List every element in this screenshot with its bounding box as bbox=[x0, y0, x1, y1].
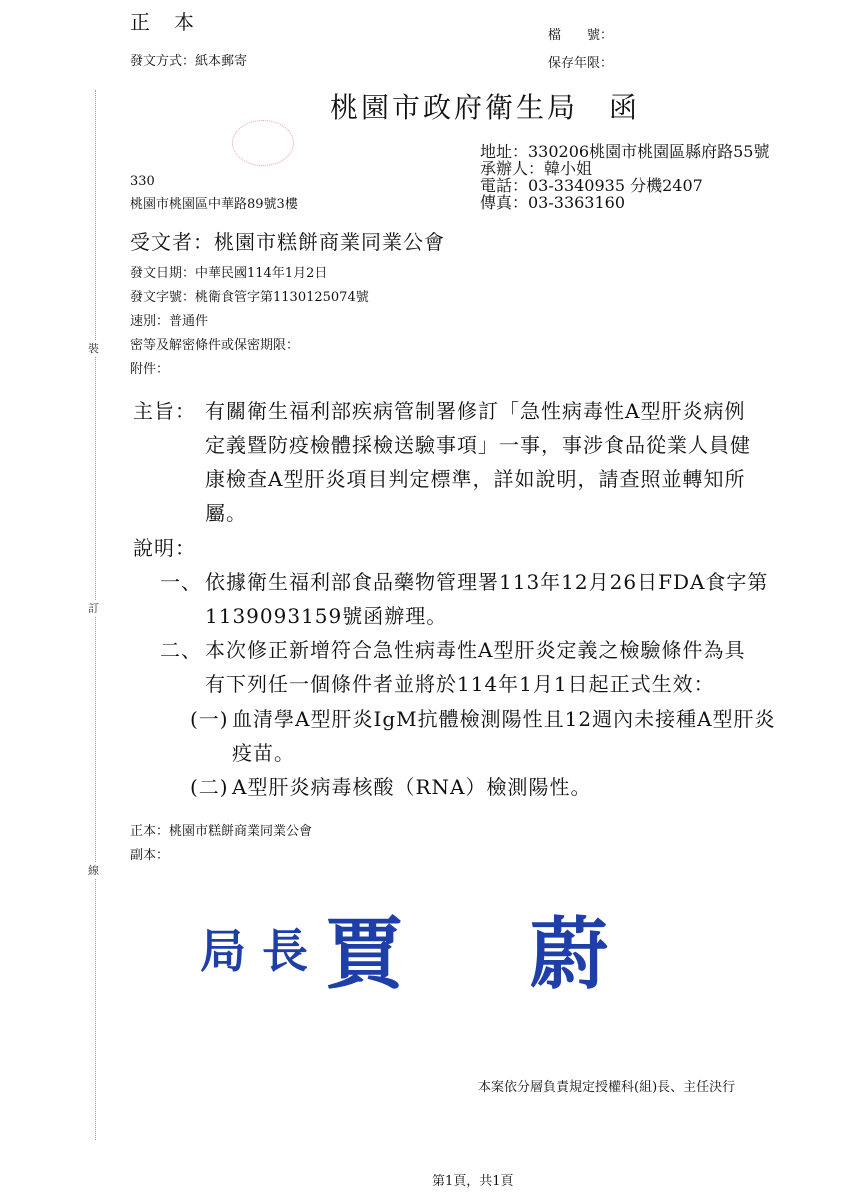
page-number: 第1頁，共1頁 bbox=[432, 1174, 514, 1189]
speed-classification: 速別：普通件 bbox=[130, 314, 209, 329]
copy-recipient: 副本： bbox=[130, 848, 170, 863]
agency-phone: 電話：03-3340935 分機2407 bbox=[480, 176, 703, 195]
subject-line: 屬。 bbox=[205, 501, 247, 525]
issue-date: 發文日期：中華民國114年1月2日 bbox=[130, 266, 328, 281]
agency-fax: 傳真：03-3363160 bbox=[480, 193, 626, 212]
signature-title-char: 長 bbox=[262, 924, 308, 978]
subject-line: 康檢查A型肝炎項目判定標準，詳如說明，請查照並轉知所 bbox=[205, 467, 746, 491]
attachments: 附件： bbox=[130, 362, 170, 377]
item-1-line: 1139093159號函辦理。 bbox=[205, 604, 448, 628]
item-2-line: 有下列任一個條件者並將於114年1月1日起正式生效： bbox=[205, 672, 715, 696]
retention-label: 保存年限： bbox=[548, 56, 614, 71]
signature-given-name: 蔚 bbox=[530, 909, 609, 1000]
delivery-method: 發文方式：紙本郵寄 bbox=[130, 54, 248, 69]
sub-item-1-line: 血清學A型肝炎IgM抗體檢測陽性且12週內未接種A型肝炎 bbox=[232, 707, 776, 731]
recipient-postal-code: 330 bbox=[130, 174, 155, 189]
sub-item-2-number: (二) bbox=[190, 775, 229, 799]
item-1-line: 依據衛生福利部食品藥物管理署113年12月26日FDA食字第 bbox=[205, 570, 769, 594]
red-stamp-mark bbox=[232, 120, 294, 166]
subject-label: 主旨： bbox=[133, 399, 196, 423]
item-2-number: 二、 bbox=[160, 638, 202, 662]
recipient-address: 桃園市桃園區中華路89號3樓 bbox=[130, 197, 298, 212]
agency-title: 桃園市政府衛生局 函 bbox=[330, 91, 641, 124]
secrecy-level: 密等及解密條件或保密期限： bbox=[130, 338, 300, 353]
sub-item-1-number: (一) bbox=[190, 707, 229, 731]
recipient: 受文者：桃園市糕餅商業同業公會 bbox=[130, 230, 445, 254]
binding-mark-xian: 線 bbox=[88, 864, 99, 877]
item-2-line: 本次修正新增符合急性病毒性A型肝炎定義之檢驗條件為具 bbox=[205, 638, 746, 662]
binding-mark-zhuang: 裝 bbox=[88, 342, 99, 355]
agency-contact: 承辦人：韓小姐 bbox=[480, 159, 593, 178]
file-number-label: 檔 號： bbox=[548, 28, 614, 43]
agency-address: 地址：330206桃園市桃園區縣府路55號 bbox=[480, 142, 770, 161]
document-number: 發文字號：桃衛食管字第1130125074號 bbox=[130, 290, 369, 305]
signature-title-char: 局 bbox=[200, 924, 246, 978]
item-1-number: 一、 bbox=[160, 570, 202, 594]
copy-type-label: 正 本 bbox=[130, 10, 196, 34]
signature-surname: 賈 bbox=[325, 909, 404, 1000]
subject-line: 有關衛生福利部疾病管制署修訂「急性病毒性A型肝炎病例 bbox=[205, 399, 746, 423]
original-recipient: 正本：桃園市糕餅商業同業公會 bbox=[130, 824, 313, 839]
binding-mark-ding: 訂 bbox=[88, 602, 99, 615]
sub-item-1-line: 疫苗。 bbox=[232, 741, 295, 765]
sub-item-2-line: A型肝炎病毒核酸（RNA）檢測陽性。 bbox=[232, 775, 592, 799]
subject-line: 定義暨防疫檢體採檢送驗事項」一事，事涉食品從業人員健 bbox=[205, 433, 751, 457]
delegation-note: 本案依分層負責規定授權科(組)長、主任決行 bbox=[478, 1080, 736, 1095]
explanation-label: 說明： bbox=[133, 536, 196, 560]
